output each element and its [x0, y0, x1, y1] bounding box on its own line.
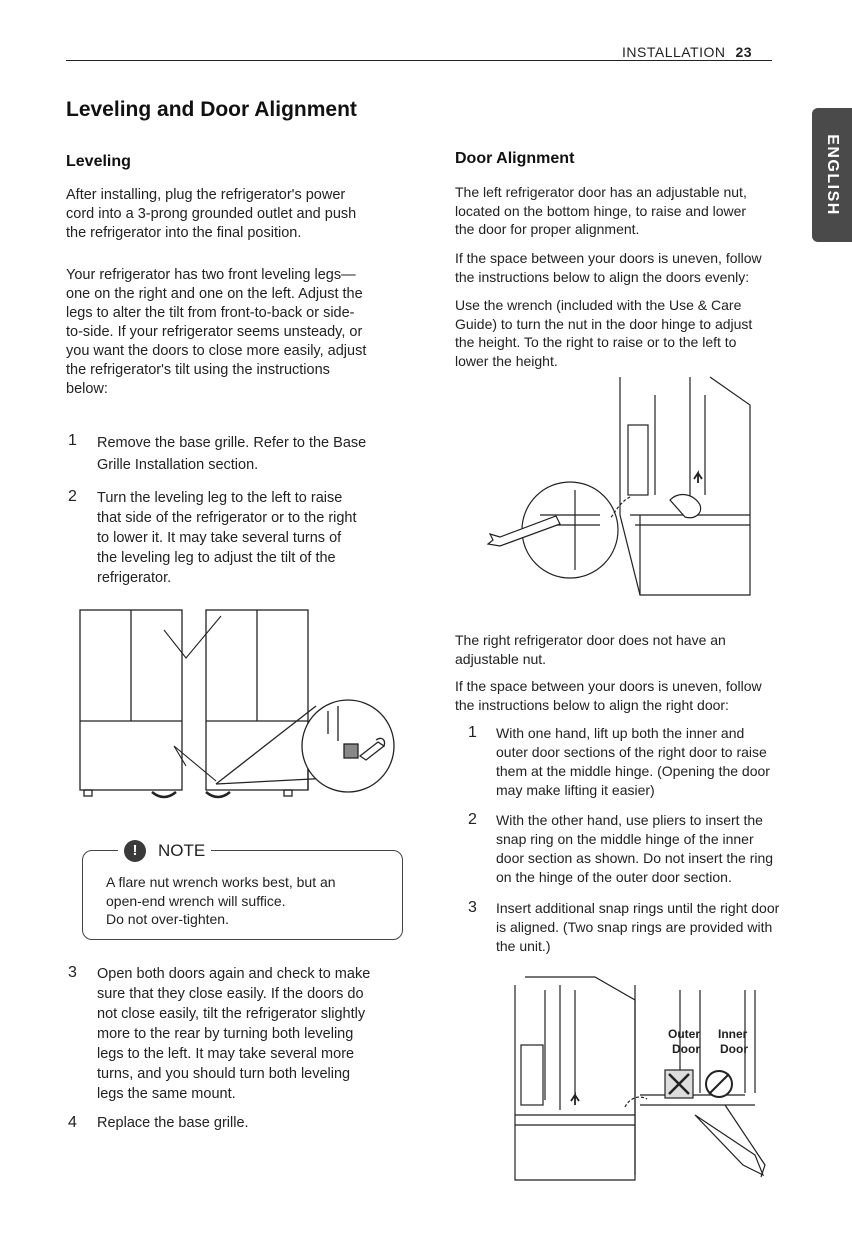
text-line: Open both doors again and check to make — [97, 966, 371, 982]
text-line: more to the rear by turning both leveling — [97, 1026, 354, 1042]
step-number: 1 — [468, 724, 477, 741]
language-tab — [812, 108, 852, 242]
text-line: legs the same mount. — [97, 1086, 236, 1102]
running-header — [622, 44, 752, 60]
leveling-diagram — [76, 606, 406, 806]
language-tab-label: ENGLISH — [824, 134, 841, 216]
text-line: refrigerator. — [97, 570, 172, 586]
text-line: one on the right and one on the left. Adjust the — [66, 286, 363, 302]
text-line: to-side. If your refrigerator seems unsteady, or — [66, 324, 363, 340]
text-line: sure that they close easily. If the doors do — [97, 986, 364, 1002]
text-line: the unit.) — [496, 938, 551, 954]
step-number: 2 — [468, 811, 477, 828]
door-wrench-diagram — [480, 375, 770, 600]
text-line: door section as shown. Do not insert the ring — [496, 850, 774, 866]
door-para-4 — [455, 631, 726, 668]
text-line: outer door sections of the right door to raise — [496, 744, 767, 760]
step-number: 3 — [468, 899, 477, 916]
text-line: Remove the base grille. Refer to the Base — [97, 435, 367, 451]
text-line: If the space between your doors is uneven, follow — [455, 678, 762, 694]
snap-ring-diagram — [505, 975, 775, 1185]
text-line: With the other hand, use pliers to insert the — [496, 812, 763, 828]
inner-label-2: Door — [720, 1042, 748, 1056]
note-label: NOTE — [158, 841, 206, 860]
text-line: Replace the base grille. — [97, 1115, 249, 1131]
text-line: turns, and you should turn both leveling — [97, 1066, 351, 1082]
text-line: the refrigerator into the final position. — [66, 225, 302, 241]
text-line: Use the wrench (included with the Use & Care — [455, 297, 742, 313]
step-number: 4 — [68, 1114, 77, 1131]
step-number: 1 — [68, 432, 77, 449]
text-line: Guide) to turn the nut in the door hinge to adjust — [455, 315, 753, 332]
text-line: the instructions below to align the right door: — [455, 696, 729, 713]
header-rule — [66, 60, 772, 61]
door-para-3 — [455, 296, 752, 370]
text-line: on the hinge of the outer door section. — [496, 869, 732, 885]
text-line: adjustable nut. — [455, 650, 547, 667]
door-step-1 — [496, 724, 770, 800]
text-line: Turn the leveling leg to the left to raise — [97, 490, 343, 506]
inner-label-1: Inner — [718, 1027, 748, 1041]
leveling-intro — [66, 186, 356, 243]
text-line: them at the middle hinge. (Opening the door — [496, 763, 770, 779]
header-section: INSTALLATION — [622, 44, 726, 60]
text-line: not close easily, tilt the refrigerator slightly — [97, 1006, 366, 1022]
text-line: With one hand, lift up both the inner and — [496, 725, 745, 741]
text-line: below: — [66, 381, 108, 397]
text-line: Insert additional snap rings until the right door — [496, 900, 780, 916]
door-step-3 — [496, 899, 779, 956]
leveling-step-3 — [97, 964, 370, 1104]
text-line: snap ring on the middle hinge of the inner — [496, 831, 754, 847]
note-header — [118, 840, 211, 862]
leveling-para — [66, 266, 366, 399]
text-line: open-end wrench will suffice. — [106, 892, 286, 909]
door-alignment-heading: Door Alignment — [455, 150, 575, 167]
text-line: If the space between your doors is uneven, follow — [455, 250, 762, 266]
text-line: A flare nut wrench works best, but an — [106, 874, 336, 890]
text-line: cord into a 3-prong grounded outlet and push — [66, 206, 357, 222]
text-line: legs to alter the tilt from front-to-back or side- — [66, 305, 355, 321]
text-line: the height. To the right to raise or to the left to — [455, 334, 737, 350]
text-line: Do not over-tighten. — [106, 911, 229, 927]
page-title: Leveling and Door Alignment — [66, 98, 357, 121]
leveling-step-2 — [97, 488, 357, 588]
text-line: may make lifting it easier) — [496, 782, 655, 798]
leveling-step-4 — [97, 1114, 249, 1133]
door-step-2 — [496, 811, 773, 887]
text-line: Grille Installation section. — [97, 457, 259, 473]
text-line: lower the height. — [455, 352, 558, 369]
text-line: the refrigerator's tilt using the instructions — [66, 362, 330, 378]
text-line: you want the doors to close more easily, adjust — [66, 343, 367, 359]
text-line: that side of the refrigerator or to the right — [97, 510, 357, 526]
door-para-5 — [455, 677, 762, 714]
outer-label-2: Door — [672, 1042, 700, 1056]
text-line: is aligned. (Two snap rings are provided with — [496, 919, 773, 935]
leveling-heading: Leveling — [66, 153, 131, 170]
exclamation-icon: ! — [124, 840, 146, 862]
leveling-step-1 — [97, 432, 366, 476]
note-text — [106, 873, 336, 929]
outer-label-1: Outer — [668, 1027, 701, 1041]
door-para-2 — [455, 249, 762, 286]
text-line: The left refrigerator door has an adjustable nut, — [455, 184, 747, 200]
text-line: After installing, plug the refrigerator's power — [66, 187, 346, 203]
text-line: Your refrigerator has two front leveling legs— — [66, 267, 356, 283]
text-line: to lower it. It may take several turns of — [97, 530, 342, 546]
step-number: 2 — [68, 488, 77, 505]
text-line: The right refrigerator door does not have an — [455, 632, 726, 648]
text-line: legs to the left. It may take several more — [97, 1046, 355, 1062]
text-line: the door for proper alignment. — [455, 221, 640, 237]
text-line: located on the bottom hinge, to raise and lower — [455, 202, 747, 219]
text-line: the leveling leg to adjust the tilt of the — [97, 550, 336, 566]
door-para-1 — [455, 183, 747, 239]
text-line: the instructions below to align the doors evenly: — [455, 268, 750, 285]
page-number: 23 — [735, 44, 753, 60]
step-number: 3 — [68, 964, 77, 981]
